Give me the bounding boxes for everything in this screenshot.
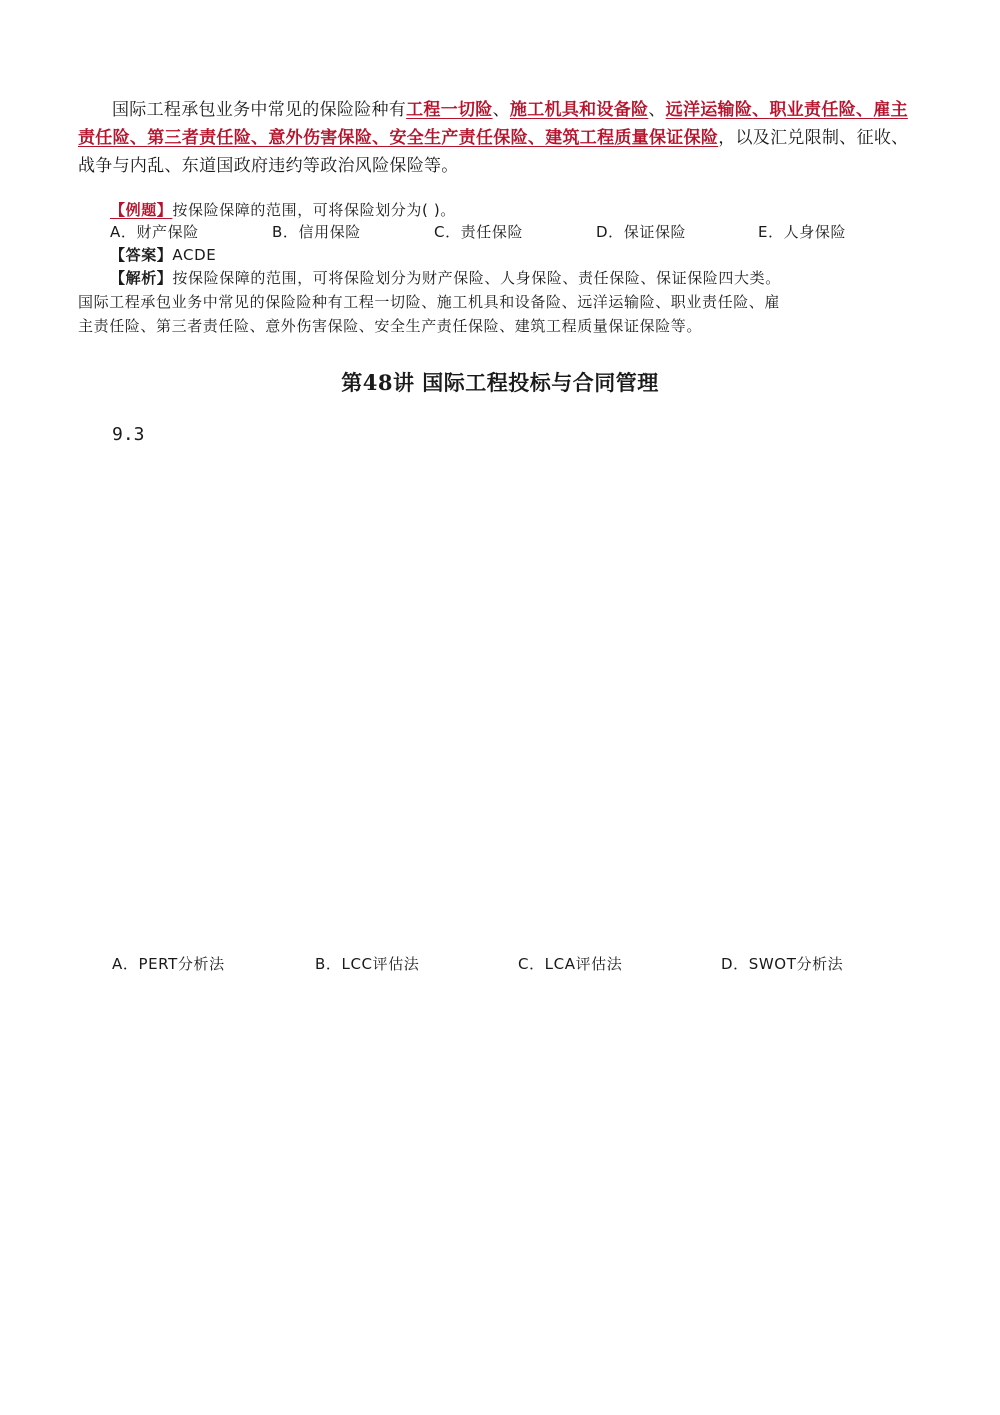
option-e: E．人身保险 xyxy=(758,223,847,241)
explain-line: 国际工程承包业务中常见的保险险种有工程一切险、施工机具和设备险、远洋运输险、职业责任险、雇 xyxy=(78,293,781,311)
explain-first-line: 按保险保障的范围，可将保险划分为财产保险、人身保险、责任保险、保证保险四大类。 xyxy=(172,269,781,287)
insurance-type: 第三者责任险 xyxy=(147,128,252,148)
answer-value: ACDE xyxy=(172,246,217,264)
insurance-type: 远洋运输险 xyxy=(665,100,753,120)
example-explanation xyxy=(110,266,930,290)
explanation-continuation xyxy=(78,290,928,338)
section-number: 9.3 xyxy=(112,424,145,445)
intro-tail: ，以及汇兑限制、征收、战争与内乱、东道国政府违约等政治风险保险等。 xyxy=(78,128,909,176)
bottom-option-a: A．PERT分析法 xyxy=(112,955,225,973)
explain-line: 主责任险、第三者责任险、意外伤害保险、安全生产责任保险、建筑工程质量保证保险等。 xyxy=(78,317,703,335)
option-d: D．保证保险 xyxy=(596,223,687,241)
insurance-type: 雇主责任险 xyxy=(78,100,908,148)
insurance-type: 施工机具和设备险 xyxy=(509,100,649,120)
explain-tag: 【解析】 xyxy=(110,269,173,287)
example-tag: 【例题】 xyxy=(110,201,173,219)
example-question-text: 按保险保障的范围，可将保险划分为( )。 xyxy=(172,201,456,219)
question-options xyxy=(112,952,932,976)
insurance-type: 安全生产责任保险 xyxy=(389,128,528,148)
insurance-type: 职业责任险 xyxy=(769,100,856,120)
example-options xyxy=(110,220,930,244)
option-b: B．信用保险 xyxy=(272,223,361,241)
answer-tag: 【答案】 xyxy=(110,246,173,264)
example-answer xyxy=(110,243,930,267)
example-question xyxy=(110,198,930,222)
intro-lead: 国际工程承包业务中常见的保险险种有 xyxy=(112,100,407,120)
insurance-type: 意外伤害保险 xyxy=(268,128,373,148)
bottom-option-c: C．LCA评估法 xyxy=(518,955,623,973)
insurance-type: 建筑工程质量保证保险 xyxy=(545,128,719,148)
lecture-title: 第48讲 国际工程投标与合同管理 xyxy=(341,370,659,395)
insurance-type: 工程一切险 xyxy=(406,100,493,120)
insurance-intro-paragraph: 国际工程承包业务中常见的保险险种有工程一切险、施工机具和设备险、远洋运输险、职业责任险、雇主责任险、第三者责任险、意外伤害保险、安全生产责任保险、建筑工程质量保证保险，以及汇兑限制、征收、战争与内乱、东道国政府违约等政治风险保险等。 xyxy=(78,100,909,176)
bottom-option-d: D．SWOT分析法 xyxy=(721,955,844,973)
option-c: C．责任保险 xyxy=(434,223,524,241)
bottom-option-b: B．LCC评估法 xyxy=(315,955,420,973)
option-a: A．财产保险 xyxy=(110,223,199,241)
